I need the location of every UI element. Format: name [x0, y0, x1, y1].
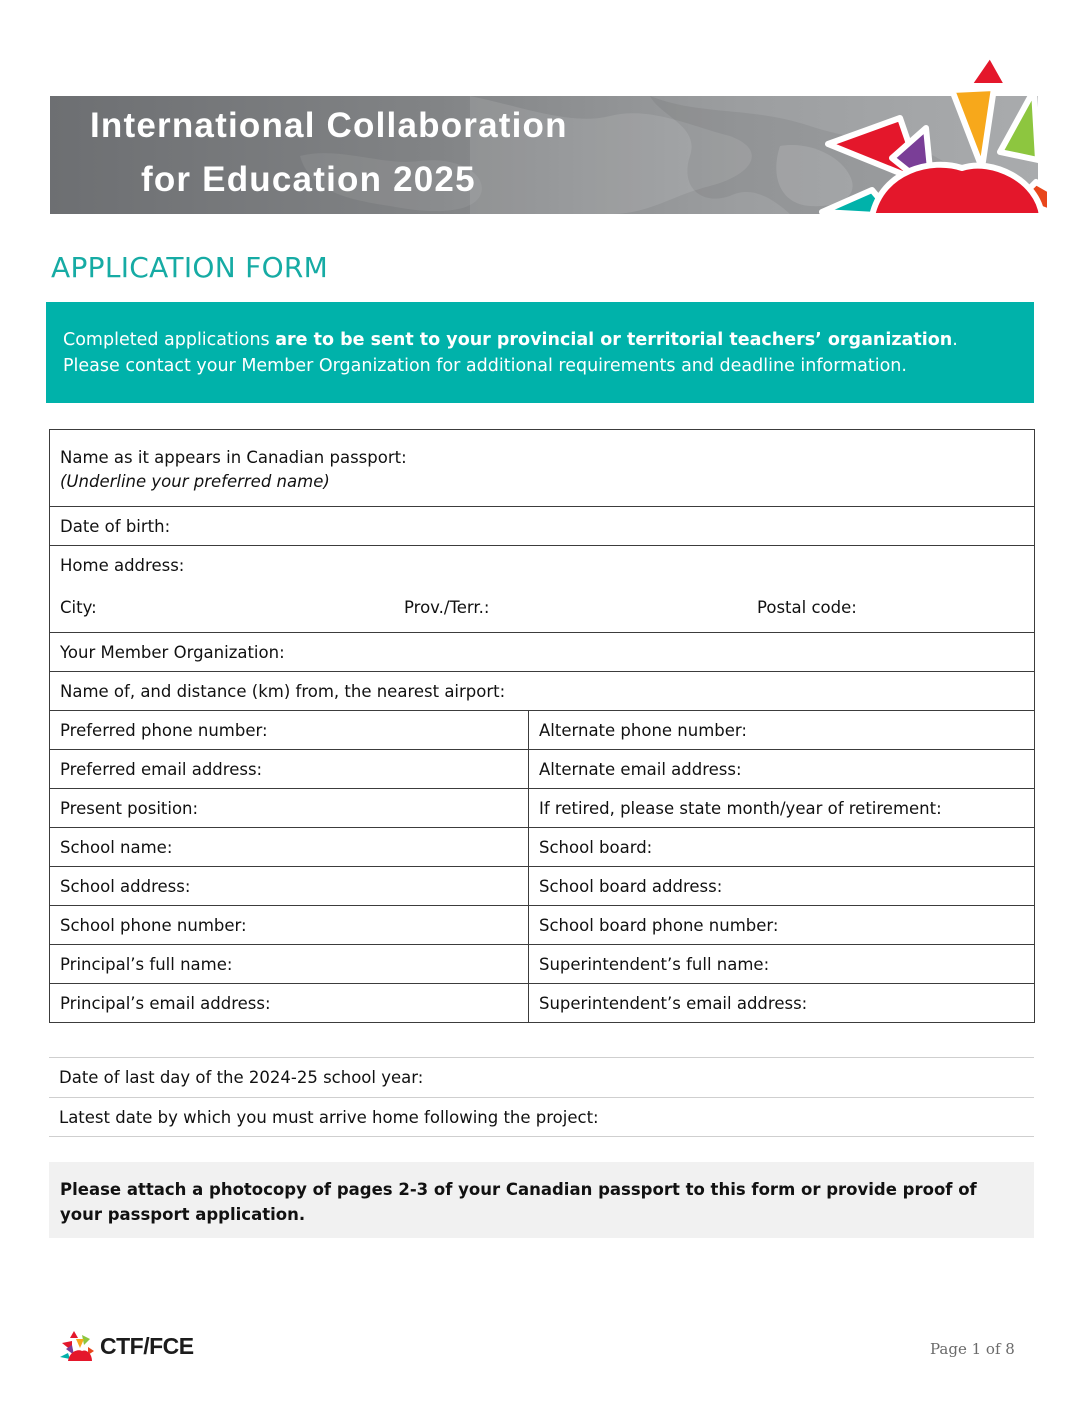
- last-school-day-field[interactable]: [49, 1057, 1034, 1097]
- superintendent-email-field[interactable]: [529, 984, 1035, 1023]
- date-of-birth-label: Date of birth:: [60, 516, 171, 536]
- prov-terr-label: Prov./Terr.:: [404, 598, 490, 617]
- table-row: [50, 906, 1035, 945]
- last-school-day-label: Date of last day of the 2024-25 school year:: [59, 1068, 424, 1087]
- school-board-field[interactable]: [529, 828, 1035, 867]
- notice-text-start: Completed applications: [63, 330, 276, 350]
- alternate-email-field[interactable]: [529, 750, 1035, 789]
- banner-title-line-2: for Education 2025: [141, 160, 476, 199]
- table-row: [50, 867, 1035, 906]
- table-row: [50, 750, 1035, 789]
- field-label: Alternate email address:: [539, 759, 742, 779]
- school-address-field[interactable]: [50, 867, 529, 906]
- ctf-fce-logo: [60, 1328, 194, 1364]
- date-of-birth-field[interactable]: [50, 507, 1035, 546]
- arrive-home-date-field[interactable]: [49, 1097, 1034, 1137]
- passport-attachment-notice: Please attach a photocopy of pages 2-3 of your Canadian passport to this form or provide proof of your passport application.: [49, 1162, 1034, 1238]
- application-form-table: [49, 429, 1035, 1023]
- preferred-phone-field[interactable]: [50, 711, 529, 750]
- school-year-dates-section: [49, 1057, 1034, 1137]
- nearest-airport-field[interactable]: [50, 672, 1035, 711]
- field-label: Principal’s full name:: [60, 954, 233, 974]
- field-label: Preferred email address:: [60, 759, 263, 779]
- principal-email-field[interactable]: [50, 984, 529, 1023]
- table-row: [50, 711, 1035, 750]
- field-label: Superintendent’s email address:: [539, 993, 808, 1013]
- table-row: [50, 546, 1035, 633]
- table-row: [50, 789, 1035, 828]
- principal-name-field[interactable]: [50, 945, 529, 984]
- retirement-date-field[interactable]: [529, 789, 1035, 828]
- superintendent-name-field[interactable]: [529, 945, 1035, 984]
- field-label: School board:: [539, 837, 653, 857]
- maple-leaf-small-icon: [60, 1331, 96, 1361]
- field-label: School board phone number:: [539, 915, 779, 935]
- alternate-phone-field[interactable]: [529, 711, 1035, 750]
- home-address-label: Home address:: [60, 556, 185, 575]
- field-label: Principal’s email address:: [60, 993, 271, 1013]
- table-row: [50, 430, 1035, 507]
- field-label: Preferred phone number:: [60, 720, 268, 740]
- table-row: [50, 507, 1035, 546]
- banner-title-line-1: International Collaboration: [90, 106, 568, 145]
- notice-line-1: [63, 327, 1034, 353]
- table-row: [50, 828, 1035, 867]
- field-label: School address:: [60, 876, 191, 896]
- arrive-home-date-label: Latest date by which you must arrive home following the project:: [59, 1108, 599, 1127]
- school-name-field[interactable]: [50, 828, 529, 867]
- present-position-field[interactable]: [50, 789, 529, 828]
- passport-name-hint: (Underline your preferred name): [60, 472, 330, 491]
- preferred-email-field[interactable]: [50, 750, 529, 789]
- table-row: [50, 672, 1035, 711]
- school-board-address-field[interactable]: [529, 867, 1035, 906]
- page-title: APPLICATION FORM: [51, 251, 329, 284]
- field-label: If retired, please state month/year of retirement:: [539, 798, 942, 818]
- field-label: School board address:: [539, 876, 723, 896]
- field-label: Present position:: [60, 798, 199, 818]
- city-prov-postal-line: [60, 598, 1034, 617]
- page-number: Page 1 of 8: [930, 1340, 1015, 1358]
- school-board-phone-field[interactable]: [529, 906, 1035, 945]
- field-label: School phone number:: [60, 915, 247, 935]
- city-label: City:: [60, 598, 97, 617]
- passport-name-label: Name as it appears in Canadian passport:: [60, 448, 407, 467]
- field-label: School name:: [60, 837, 173, 857]
- table-row: [50, 945, 1035, 984]
- notice-text-end: .: [952, 330, 958, 350]
- field-label: Superintendent’s full name:: [539, 954, 770, 974]
- maple-leaf-logo-icon: [812, 40, 1052, 220]
- table-row: [50, 633, 1035, 672]
- school-phone-field[interactable]: [50, 906, 529, 945]
- field-label: Alternate phone number:: [539, 720, 747, 740]
- member-organization-label: Your Member Organization:: [60, 642, 285, 662]
- notice-text-bold: are to be sent to your provincial or territorial teachers’ organization: [275, 330, 953, 350]
- passport-name-field[interactable]: [50, 430, 1035, 507]
- submission-notice: [46, 302, 1034, 403]
- notice-line-2: Please contact your Member Organization for additional requirements and deadline information.: [63, 356, 907, 376]
- member-organization-field[interactable]: [50, 633, 1035, 672]
- ctf-fce-wordmark: CTF/FCE: [100, 1332, 194, 1359]
- nearest-airport-label: Name of, and distance (km) from, the nearest airport:: [60, 681, 506, 701]
- home-address-field[interactable]: [50, 546, 1035, 633]
- postal-code-label: Postal code:: [757, 598, 857, 617]
- table-row: [50, 984, 1035, 1023]
